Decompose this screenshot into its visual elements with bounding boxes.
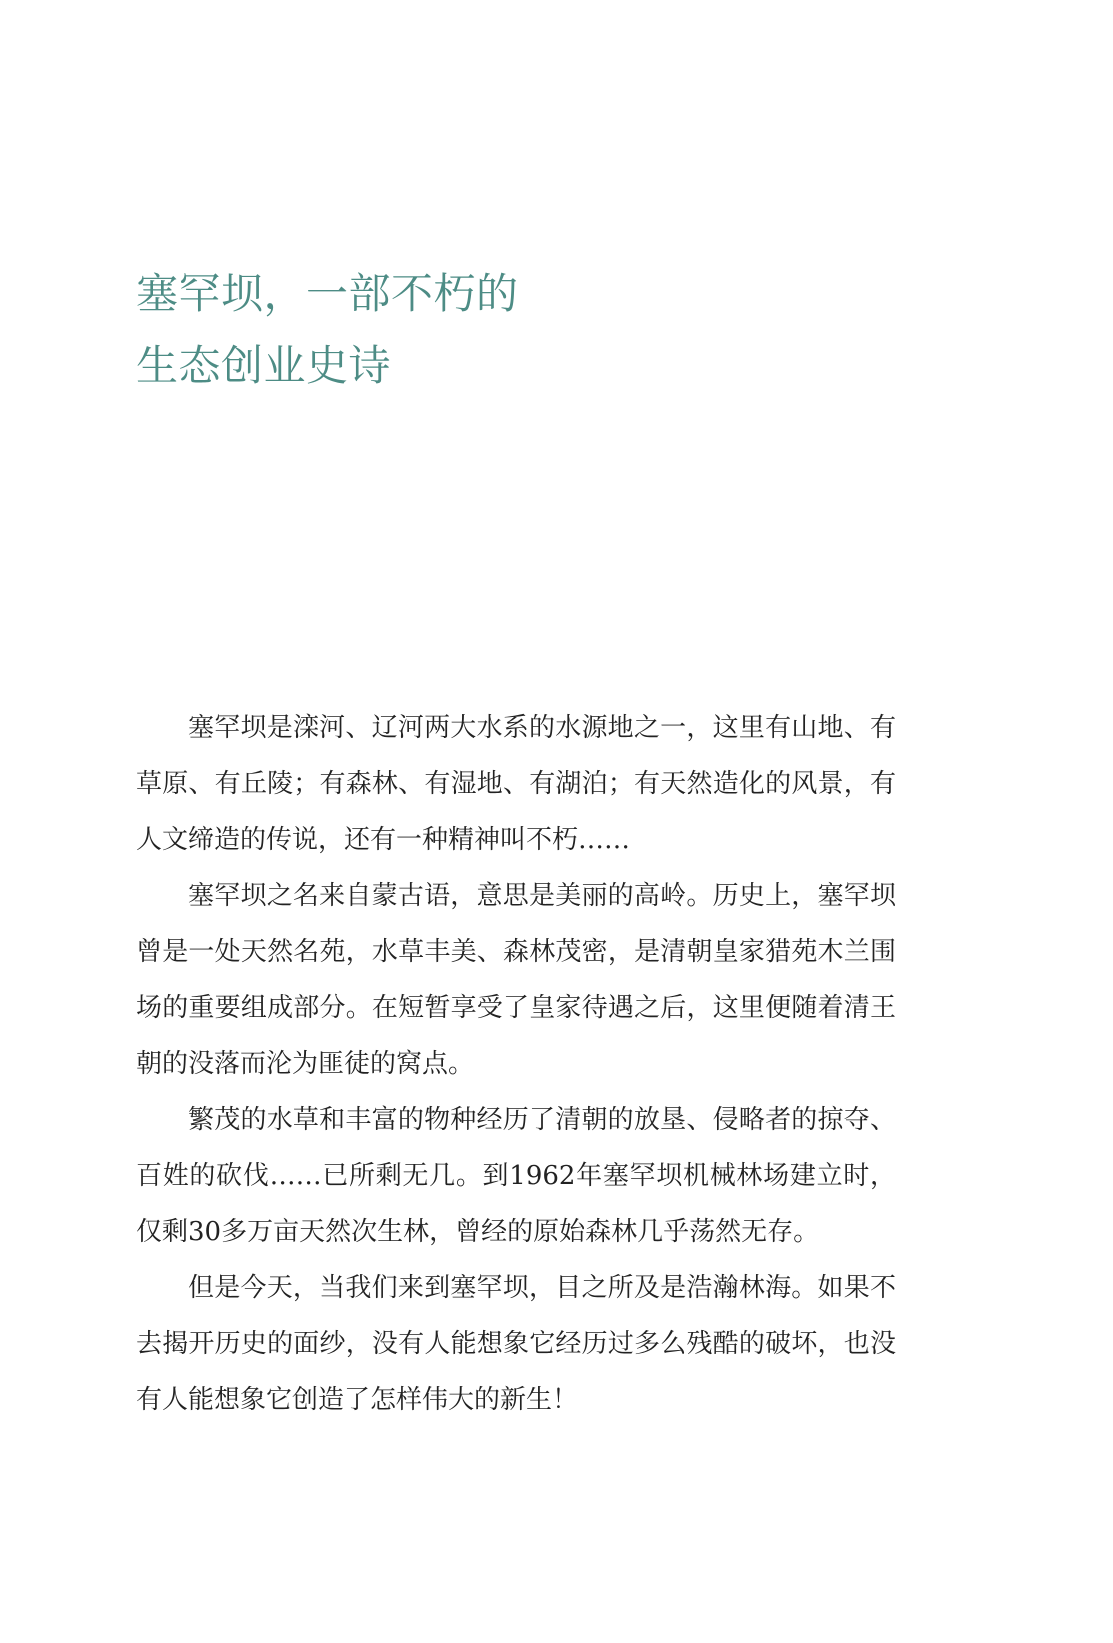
chapter-title (136, 258, 916, 402)
paragraph-1: 塞罕坝是滦河、辽河两大水系的水源地之一，这里有山地、有草原、有丘陵；有森林、有湿地、有湖泊；有天然造化的风景，有人文缔造的传说，还有一种精神叫不朽…… (136, 713, 896, 855)
chapter-title-line-2: 生态创业史诗 (136, 341, 392, 390)
chapter-title-line-1: 塞罕坝，一部不朽的 (136, 269, 519, 318)
paragraph-3: 繁茂的水草和丰富的物种经历了清朝的放垦、侵略者的掠夺、百姓的砍伐……已所剩无几。到1962年塞罕坝机械林场建立时，仅剩30多万亩天然次生林，曾经的原始森林几乎荡然无存。 (136, 1105, 896, 1247)
paragraph-2: 塞罕坝之名来自蒙古语，意思是美丽的高岭。历史上，塞罕坝曾是一处天然名苑，水草丰美、森林茂密，是清朝皇家猎苑木兰围场的重要组成部分。在短暂享受了皇家待遇之后，这里便随着清王朝的没落而沦为匪徒的窝点。 (136, 881, 896, 1079)
paragraph-4: 但是今天，当我们来到塞罕坝，目之所及是浩瀚林海。如果不去揭开历史的面纱，没有人能想象它经历过多么残酷的破坏，也没有人能想象它创造了怎样伟大的新生！ (136, 1273, 896, 1415)
body-text (136, 700, 896, 1428)
